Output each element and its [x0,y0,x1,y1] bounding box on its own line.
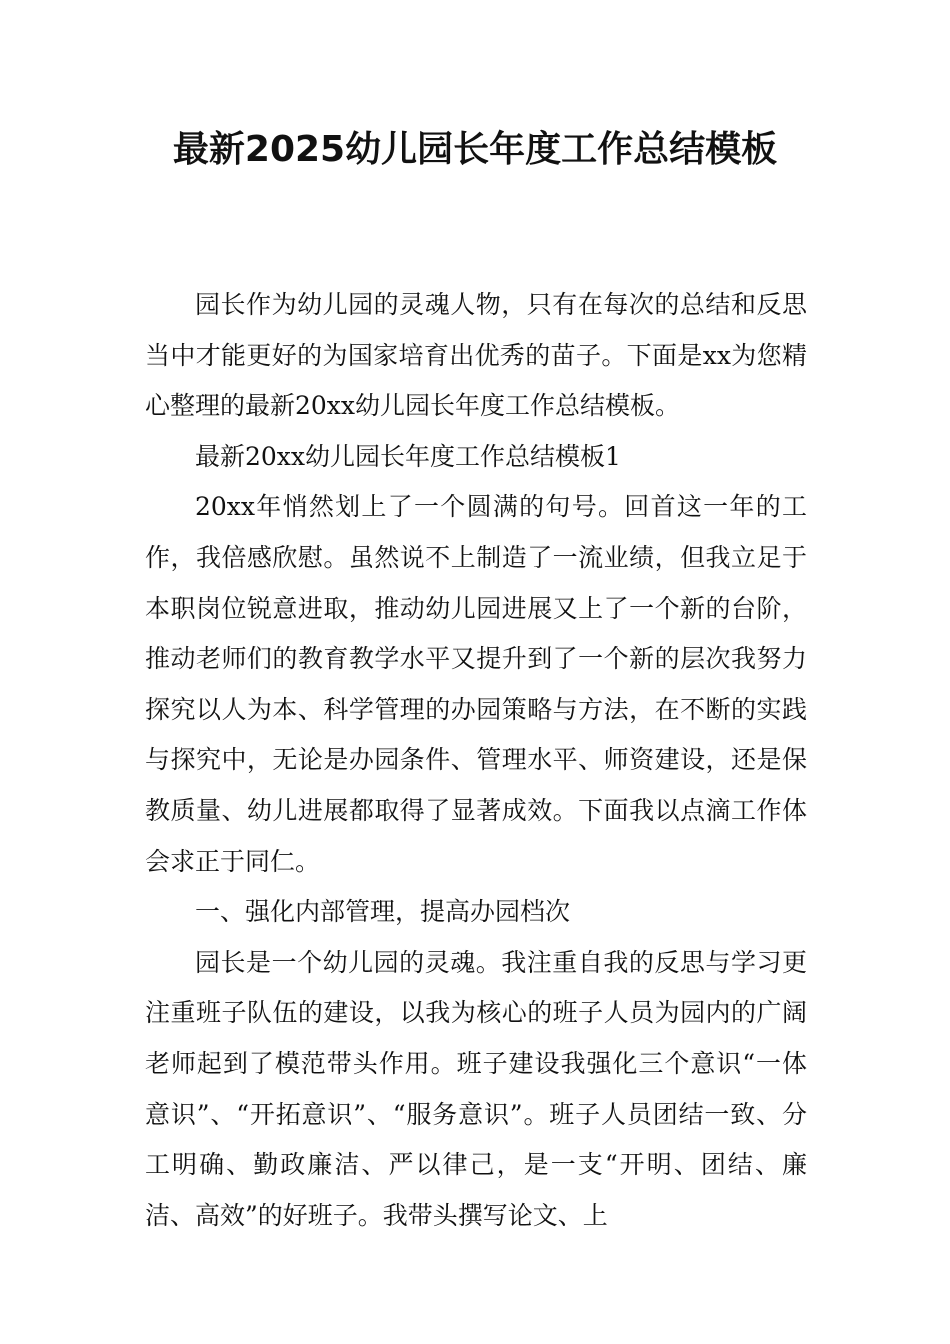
document-title: 最新2025幼儿园长年度工作总结模板 [172,129,778,170]
body-paragraph-leadership: 园长是一个幼儿园的灵魂。我注重自我的反思与学习更注重班子队伍的建设，以我为核心的班子人员为园内的广阔老师起到了模范带头作用。班子建设我强化三个意识“一体意识”、“开拓意识”、“服务意识”。班子人员团结一致、分工明确、勤政廉洁、严以律己，是一支“开明、团结、廉洁、高效”的好班子。我带头撰写论文、上 [145,947,807,1230]
body-paragraph-review: 20xx年悄然划上了一个圆满的句号。回首这一年的工作，我倍感欣慰。虽然说不上制造了一流业绩，但我立足于本职岗位锐意进取，推动幼儿园进展又上了一个新的台阶，推动老师们的教育教学水平又提升到了一个新的层次我努力探究以人为本、科学管理的办园策略与方法，在不断的实践与探究中，无论是办园条件、管理水平、师资建设，还是保教质量、幼儿进展都取得了显著成效。下面我以点滴工作体会求正于同仁。 [145,492,807,876]
section-heading-management: 一、强化内部管理，提高办园档次 [195,897,571,927]
document-body [145,280,807,1241]
intro-paragraph: 园长作为幼儿园的灵魂人物，只有在每次的总结和反思当中才能更好的为国家培育出优秀的苗子。下面是xx为您精心整理的最新20xx幼儿园长年度工作总结模板。 [145,290,807,421]
section-heading-template-1: 最新20xx幼儿园长年度工作总结模板1 [195,441,621,471]
